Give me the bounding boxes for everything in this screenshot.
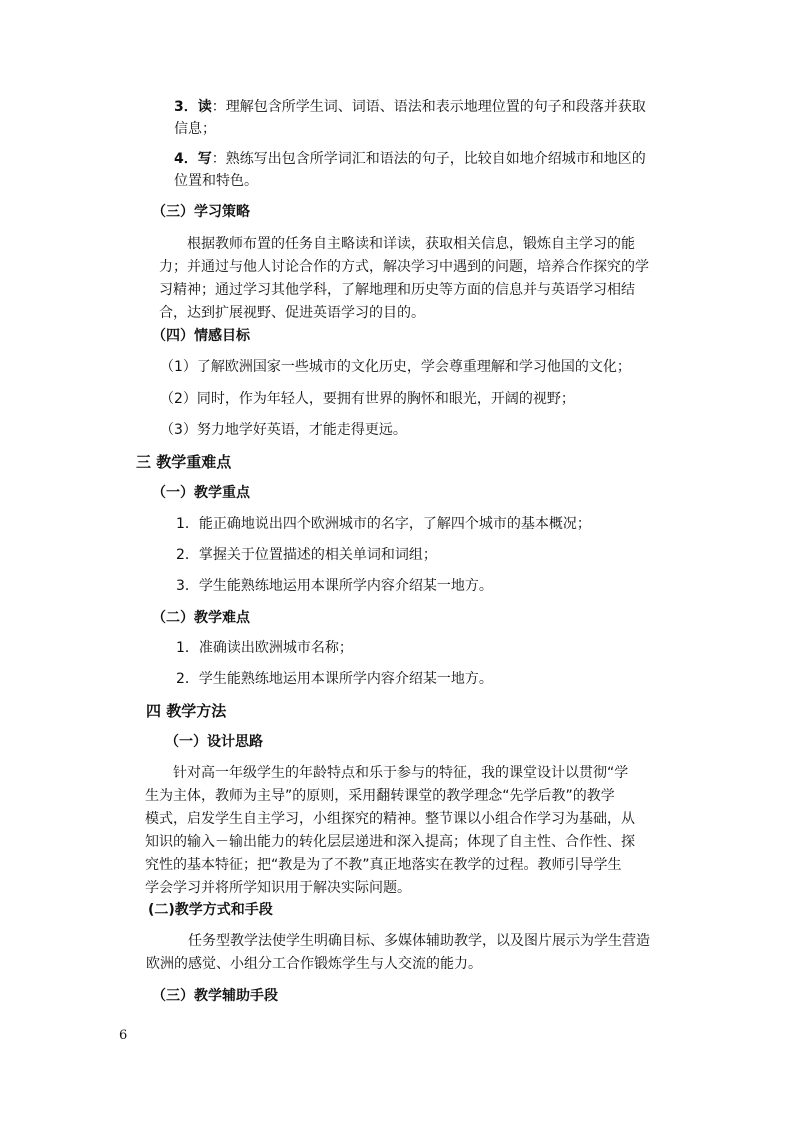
paragraph-line: 知识的输入－输出能力的转化层层递进和深入提高；体现了自主性、合作性、探 — [145, 834, 635, 850]
design-paragraph — [145, 762, 635, 900]
paragraph-line: 任务型教学法使学生明确目标、多媒体辅助教学，以及图片展示为学生营造 — [188, 933, 650, 949]
paragraph-line: 模式，启发学生自主学习，小组探究的精神。整节课以小组合作学习为基础，从 — [145, 811, 635, 827]
section-read — [174, 96, 646, 140]
section-write-text-2: 位置和特色。 — [174, 173, 258, 189]
paragraph-line: 究性的基本特征；把“教是为了不教”真正地落实在教学的过程。教师引导学生 — [145, 857, 622, 873]
paragraph-line: 生为主体，教师为主导”的原则，采用翻转课堂的教学理念“先学后教”的教学 — [145, 788, 615, 804]
emotional-goal-item: （2）同时，作为年轻人，要拥有世界的胸怀和眼光，开阔的视野； — [160, 391, 575, 407]
learning-strategy-paragraph — [159, 233, 649, 325]
section-read-num: 3． — [174, 99, 198, 115]
emotional-goal-item: （3）努力地学好英语，才能走得更远。 — [160, 422, 407, 438]
means-heading: (二)教学方式和手段 — [148, 902, 273, 918]
paragraph-line: 欧洲的感觉、小组分工合作锻炼学生与人交流的能力。 — [146, 956, 482, 972]
emotional-goals-heading: （四）情感目标 — [152, 328, 250, 344]
section-write-num: 4． — [174, 151, 198, 167]
key-point-item: 3．学生能熟练地运用本课所学内容介绍某一地方。 — [176, 578, 493, 594]
paragraph-line: 合，达到扩展视野、促进英语学习的目的。 — [159, 305, 425, 321]
means-paragraph — [146, 930, 650, 976]
paragraph-line: 根据教师布置的任务自主略读和详读，获取相关信息，锻炼自主学习的能 — [187, 236, 635, 252]
section-write — [174, 148, 646, 192]
section-write-label: 写 — [197, 151, 212, 167]
key-point-item: 1．能正确地说出四个欧洲城市的名字，了解四个城市的基本概况； — [176, 516, 591, 532]
difficult-point-item: 1．准确读出欧洲城市名称； — [176, 640, 353, 656]
aids-heading: （三）教学辅助手段 — [152, 988, 278, 1004]
key-point-item: 2．掌握关于位置描述的相关单词和词组； — [176, 547, 437, 563]
emotional-goal-item: （1）了解欧洲国家一些城市的文化历史，学会尊重理解和学习他国的文化； — [160, 359, 631, 375]
paragraph-line: 习精神；通过学习其他学科，了解地理和历史等方面的信息并与英语学习相结 — [159, 282, 635, 298]
key-difficult-heading: 三 教学重难点 — [136, 453, 232, 471]
difficult-points-heading: （二）教学难点 — [152, 610, 250, 626]
section-read-label: 读 — [197, 99, 212, 115]
learning-strategy-heading: （三）学习策略 — [152, 204, 250, 220]
section-write-text-1: ：熟练写出包含所学词汇和语法的句子，比较自如地介绍城市和地区的 — [211, 151, 646, 167]
section-read-text-2: 信息； — [174, 121, 216, 137]
paragraph-line: 针对高一年级学生的年龄特点和乐于参与的特征，我的课堂设计以贯彻“学 — [173, 765, 629, 781]
paragraph-line: 学会学习并将所学知识用于解决实际问题。 — [145, 880, 411, 896]
page-number: 6 — [119, 1028, 128, 1043]
section-read-text-1: ：理解包含所学生词、词语、语法和表示地理位置的句子和段落并获取 — [211, 99, 646, 115]
design-heading: （一）设计思路 — [165, 734, 263, 750]
key-points-heading: （一）教学重点 — [152, 485, 250, 501]
teaching-methods-heading: 四 教学方法 — [146, 702, 227, 720]
paragraph-line: 力；并通过与他人讨论合作的方式，解决学习中遇到的问题，培养合作探究的学 — [159, 259, 649, 275]
difficult-point-item: 2．学生能熟练地运用本课所学内容介绍某一地方。 — [176, 671, 493, 687]
